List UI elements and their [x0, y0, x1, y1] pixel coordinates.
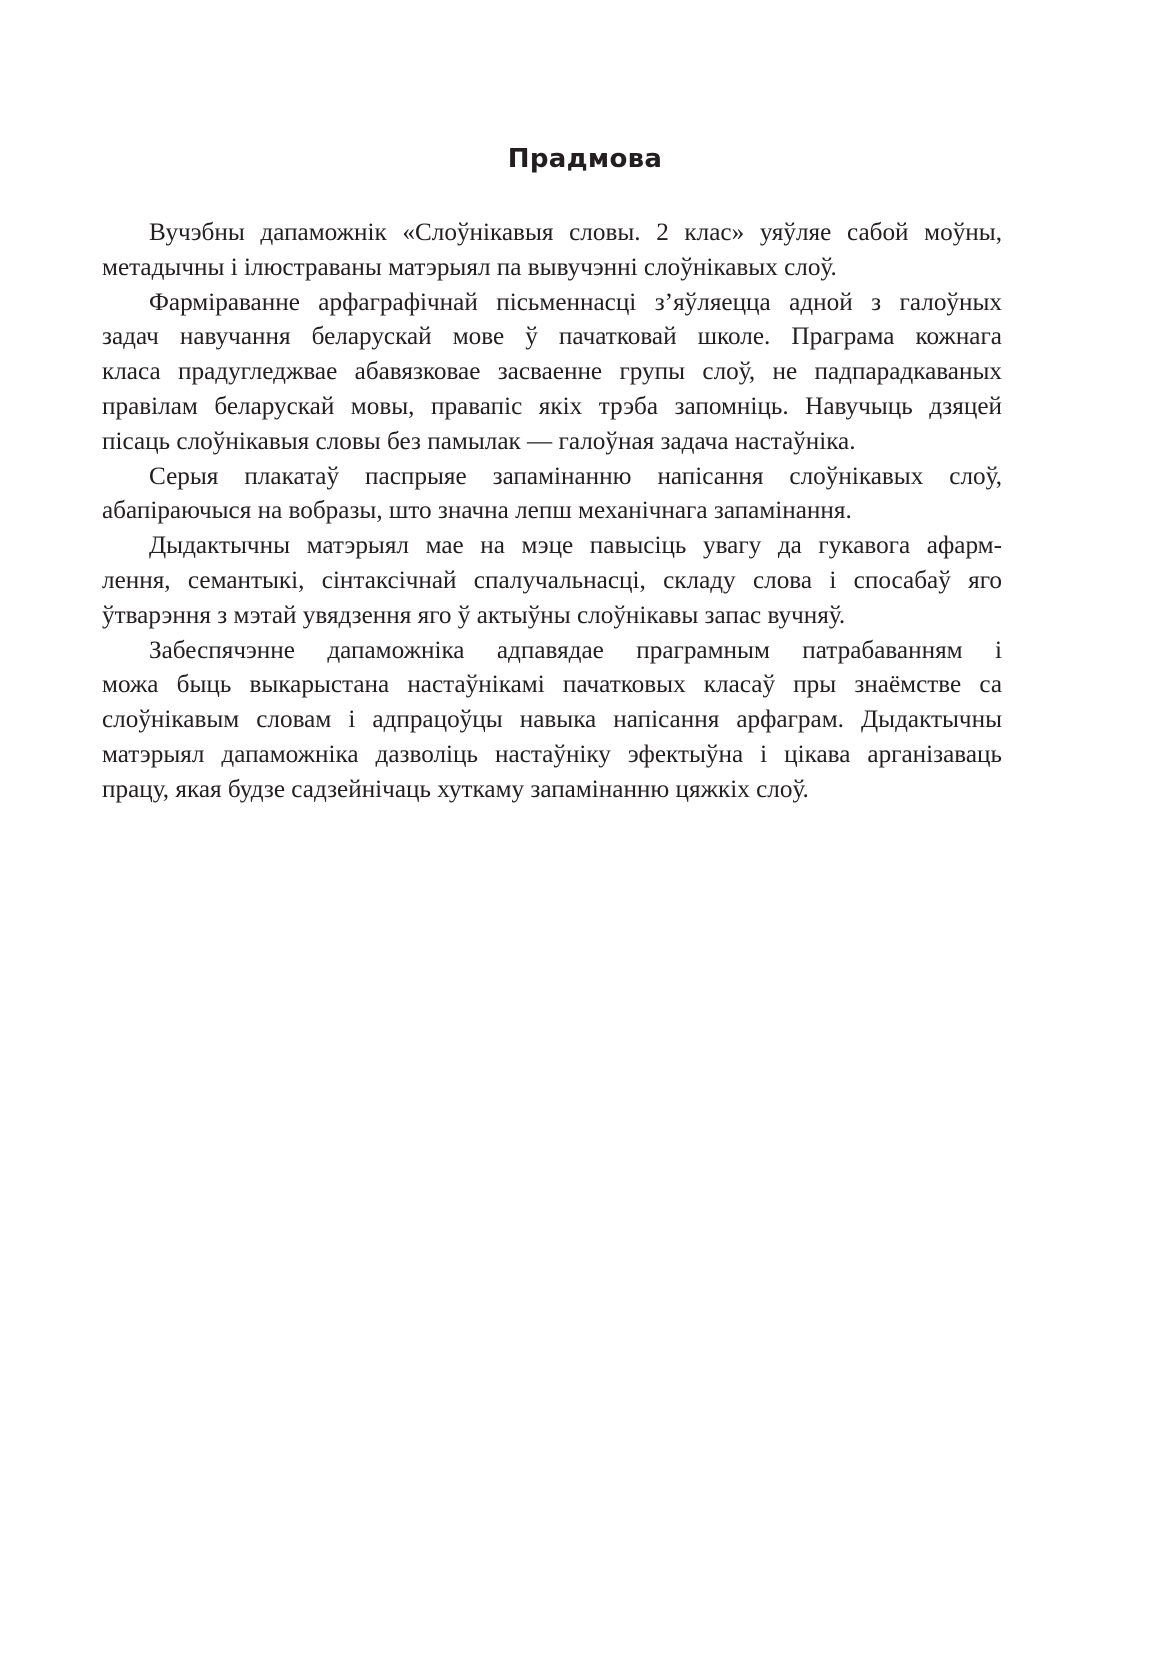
text-line: метадычны і ілюстраваны матэрыял па вывучэнні слоўнікавых слоў. [102, 253, 837, 281]
paragraph [102, 216, 1002, 286]
text-line: пісаць слоўнікавыя словы без памылак — галоўная задача настаўніка. [102, 427, 856, 455]
text-line: Серыя плакатаў паспрыяе запамінанню напісання слоўнікавых слоў, [149, 462, 1002, 490]
text-line: матэрыял дапаможніка дазволіць настаўніку эфектыўна і цікава арганізаваць [102, 740, 1002, 768]
text-line: лення, семантыкі, сінтаксічнай спалучальнасці, складу слова і спосабаў яго [102, 566, 1002, 594]
paragraph [102, 286, 1002, 460]
text-line: працу, якая будзе садзейнічаць хуткаму запамінанню цяжкіх слоў. [102, 775, 809, 803]
text-line: Вучэбны дапаможнік «Слоўнікавыя словы. 2 клас» уяўляе сабой моўны, [149, 219, 1002, 246]
text-line: можа быць выкарыстана настаўнікамі пачатковых класаў пры знаёмстве са [102, 671, 1002, 699]
text-line: задач навучання беларускай мове ў пачатковай школе. Праграма кожнага [102, 323, 1002, 351]
text-line: Фарміраванне арфаграфічнай пісьменнасці з’яўляецца адной з галоўных [149, 288, 1002, 316]
preface-body [102, 216, 1002, 808]
text-line: слоўнікавым словам і адпрацоўцы навыка напісання арфаграм. Дыдактычны [102, 706, 1002, 734]
page-title: Прадмова [507, 144, 663, 174]
text-line: абапіраючыся на вобразы, што значна лепш механічнага запамінання. [102, 497, 852, 525]
paragraph [102, 634, 1002, 808]
text-line: Дыдактычны матэрыял мае на мэце павысіць увагу да гукавога афарм- [149, 532, 1002, 560]
text-line: правілам беларускай мовы, правапіс якіх трэба запомніць. Навучыць дзяцей [102, 392, 1002, 420]
paragraph [102, 460, 1002, 530]
text-line: ўтварэння з мэтай увядзення яго ў актыўны слоўнікавы запас вучняў. [102, 601, 846, 629]
text-line: Забеспячэнне дапаможніка адпавядае праграмным патрабаванням і [149, 636, 1002, 664]
text-line: класа прадугледжвае абавязковае засваенне групы слоў, не падпарадкаваных [102, 358, 1002, 386]
paragraph [102, 529, 1002, 633]
